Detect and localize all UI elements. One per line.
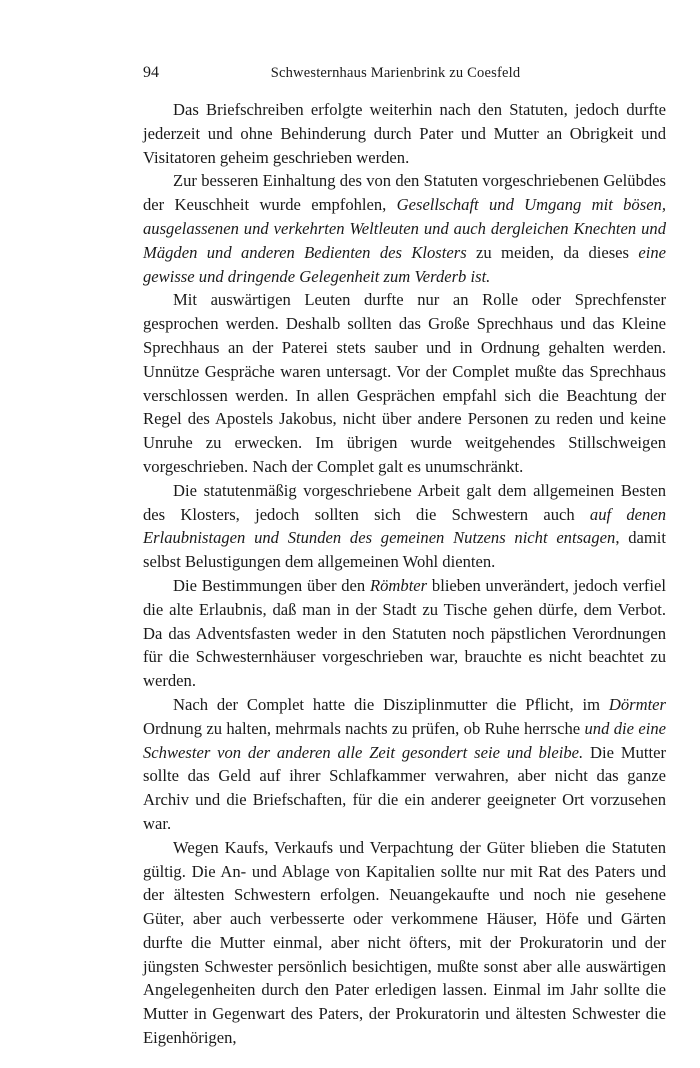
paragraph: [143, 169, 666, 288]
text-run: Die Mutter sollte das Geld auf ihrer Schlafkammer verwahren, aber nicht das ganze Archiv und die Briefschaften, für die ein anderer geeigneter Ort vorzusehen war.: [143, 742, 667, 833]
text-run: Mit auswärtigen Leuten durfte nur an Rolle oder Sprechfenster gesprochen werden. Deshalb sollten das Große Sprechhaus und das Kleine Sprechhaus an der Paterei stets sauber und in Ordnung gehalten werden. Unnütze Gespräche waren untersagt. Vor der Complet mußte das Sprechhaus verschlossen werden. In allen Gesprächen empfahl sich die Beachtung der Regel des Apostels Jakobus, nicht über andere Personen zu reden und keine Unruhe zu erwecken. Im übrigen wurde weitgehendes Stillschweigen vorgeschrieben. Nach der Complet galt es unumschränkt.: [143, 290, 666, 476]
text-run: Wegen Kaufs, Verkaufs und Verpachtung der Güter blieben die Statuten gültig. Die An- und Ablage von Kapitalien sollte nur mit Rat des Paters und der ältesten Schwestern erfolgen. Neuangekaufte und noch nie gesehene Güter, aber auch verbesserte oder verkommene Häuser, Höfe und Gärten durfte die Mutter einmal, aber nicht öfters, mit der Prokuratorin und der jüngsten Schwester persönlich besichtigen, mußte sonst aber alle auswärtigen Angelegenheiten durch den Pater erledigen lassen. Einmal im Jahr sollte die Mutter in Gegenwart des Paters, der Prokuratorin und ältesten Schwester die Eigenhörigen,: [143, 837, 666, 1048]
italic-text: Römbter: [369, 575, 428, 595]
paragraph: [143, 574, 666, 693]
paragraph: [143, 479, 666, 574]
italic-text: eine gewisse und dringende Gelegenheit zum Verderb ist.: [143, 242, 666, 286]
text-run: , damit selbst Belustigungen dem allgemeinen Wohl dienten.: [143, 528, 666, 572]
text-run: Das Briefschreiben erfolgte weiterhin nach den Statuten, jedoch durfte jederzeit und ohne Behinderung durch Pater und Mutter an Obrigkeit und Visitatoren geheim geschrieben werden.: [143, 100, 666, 167]
text-run: Die statutenmäßig vorgeschriebene Arbeit galt dem allgemeinen Besten des Klosters, jedoch sollten sich die Schwestern auch: [143, 480, 666, 524]
paragraph: [143, 693, 666, 836]
body-text: [143, 98, 666, 1050]
italic-text: und die eine Schwester von der anderen alle Zeit gesondert seie und bleibe.: [143, 718, 666, 762]
text-run: Zur besseren Einhaltung des von den Statuten vorgeschriebenen Gelübdes der Keuschheit wurde empfohlen,: [143, 171, 666, 215]
paragraph: [143, 288, 666, 478]
page-header: 94 Schwesternhaus Marienbrink zu Coesfeld: [143, 64, 666, 88]
text-run: blieben unverändert, jedoch verfiel die alte Erlaubnis, daß man in der Stadt zu Tische gehen dürfe, dem Verbot. Da das Adventsfasten weder in den Statuten noch päpstlichen Verordnungen für die Schwesternhäuser vorgeschrieben war, brauchte es nicht beachtet zu werden.: [143, 575, 666, 691]
text-run: zu meiden, da dieses: [466, 242, 639, 262]
text-run: Nach der Complet hatte die Disziplinmutter die Pflicht, im: [173, 694, 609, 714]
paragraph: [143, 98, 666, 169]
italic-text: Dörmter: [608, 694, 666, 714]
italic-text: Gesellschaft und Umgang mit bösen, ausgelassenen und verkehrten Weltleuten und auch dergleichen Knechten und Mägden und anderen Bedienten des Klosters: [143, 195, 666, 262]
text-run: Ordnung zu halten, mehrmals nachts zu prüfen, ob Ruhe herrsche: [143, 718, 585, 738]
running-head: Schwesternhaus Marienbrink zu Coesfeld: [270, 65, 521, 81]
paragraph: [143, 836, 666, 1050]
text-run: Die Bestimmungen über den: [173, 575, 370, 595]
italic-text: auf denen Erlaubnistagen und Stunden des gemeinen Nutzens nicht entsagen: [143, 504, 667, 548]
